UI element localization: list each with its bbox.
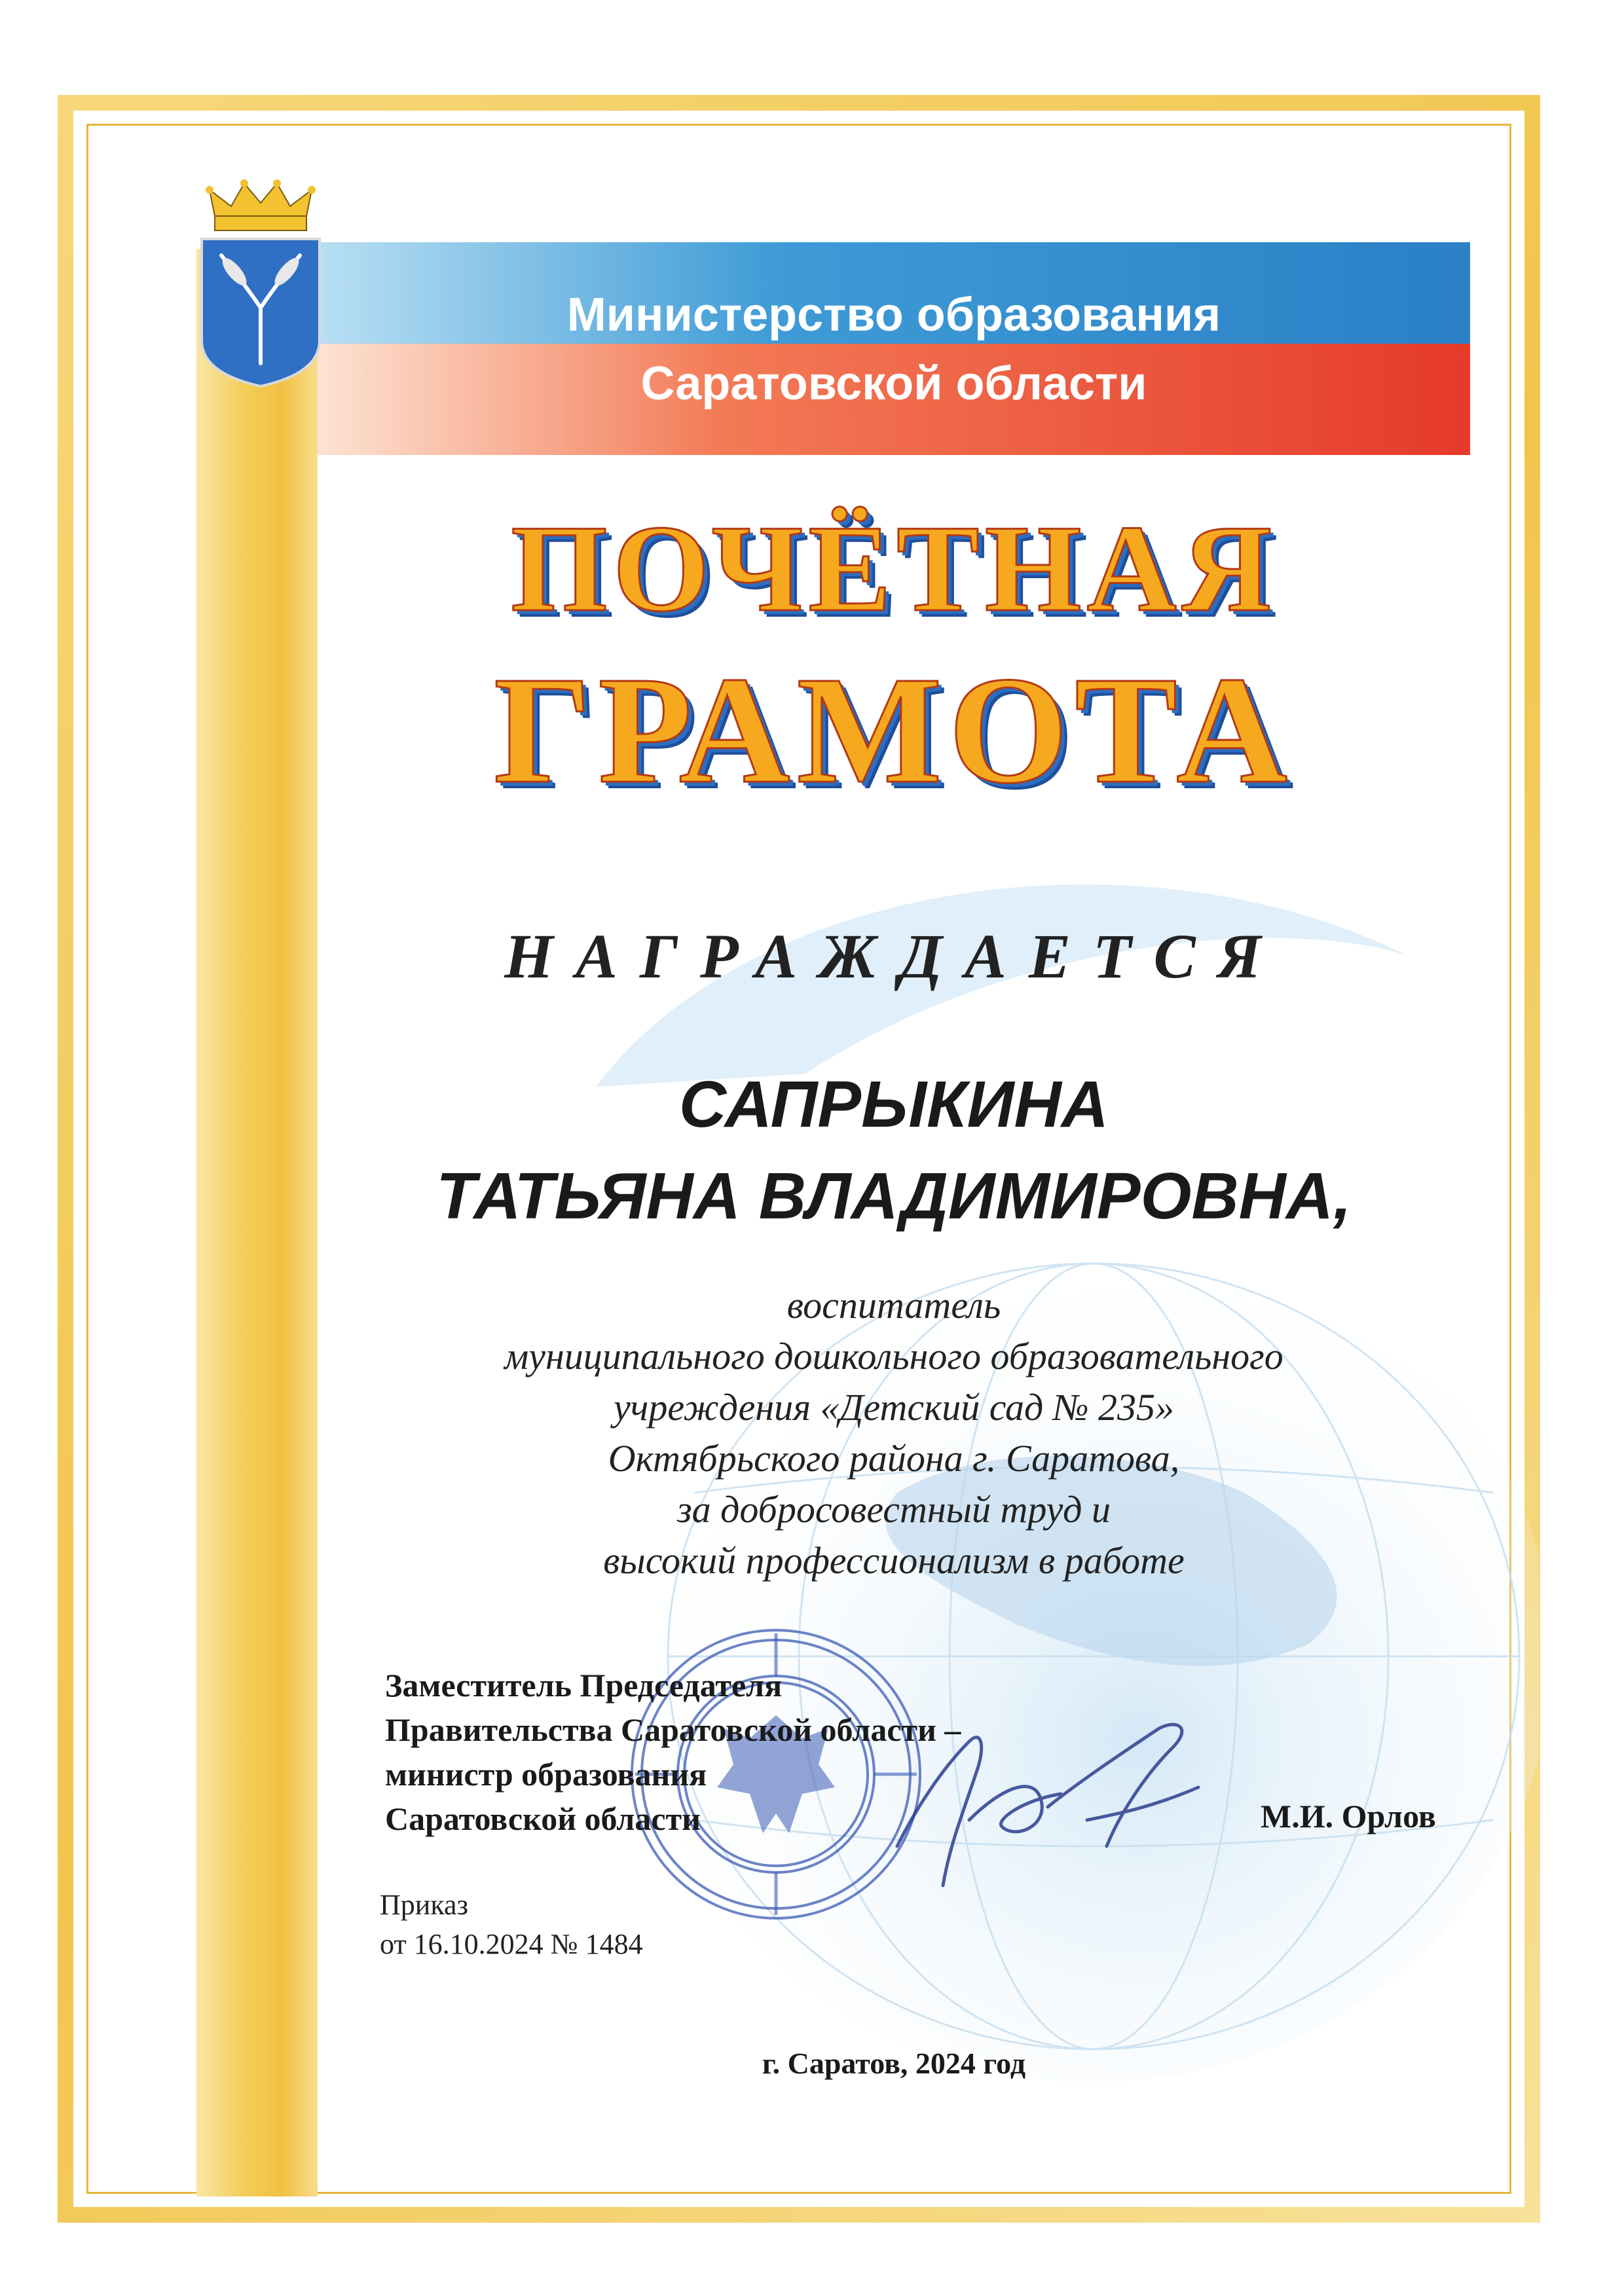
order-reference: [380, 1886, 643, 1964]
awarded-label: НАГРАЖДАЕТСЯ: [504, 921, 1283, 991]
recipient-surname: САПРЫКИНА: [679, 1068, 1109, 1141]
description-line: воспитатель: [786, 1284, 1001, 1326]
recipient-given-names: ТАТЬЯНА ВЛАДИМИРОВНА,: [436, 1159, 1352, 1233]
certificate-title-line1: ПОЧЁТНАЯ: [511, 500, 1277, 638]
signatory-position-line: министр образования: [385, 1756, 707, 1793]
signatory-position: [385, 1663, 961, 1841]
description-line: Октябрьского района г. Саратова,: [608, 1437, 1180, 1480]
order-label: Приказ: [380, 1889, 468, 1921]
signatory-position-line: Заместитель Председателя: [385, 1667, 783, 1704]
description-line: муниципального дошкольного образовательного: [504, 1335, 1283, 1377]
saratov-coat-of-arms-icon: [195, 177, 326, 393]
place-and-year: г. Саратов, 2024 год: [762, 2047, 1026, 2080]
signatory-name: М.И. Орлов: [1261, 1798, 1436, 1834]
description-line: учреждения «Детский сад № 235»: [613, 1386, 1175, 1429]
ministry-name-line1: Министерство образования: [566, 289, 1221, 341]
gold-side-stripe: [196, 249, 318, 2196]
order-date-number: от 16.10.2024 № 1484: [380, 1928, 643, 1960]
description-line: высокий профессионализм в работе: [603, 1539, 1185, 1582]
signatory-position-line: Правительства Саратовской области –: [385, 1711, 961, 1748]
certificate-title-line2: ГРАМОТА: [493, 645, 1295, 815]
signatory-position-line: Саратовской области: [385, 1800, 701, 1837]
award-description: [318, 1280, 1470, 1586]
description-line: за добросовестный труд и: [676, 1488, 1111, 1531]
ministry-name-line2: Саратовской области: [640, 357, 1147, 410]
